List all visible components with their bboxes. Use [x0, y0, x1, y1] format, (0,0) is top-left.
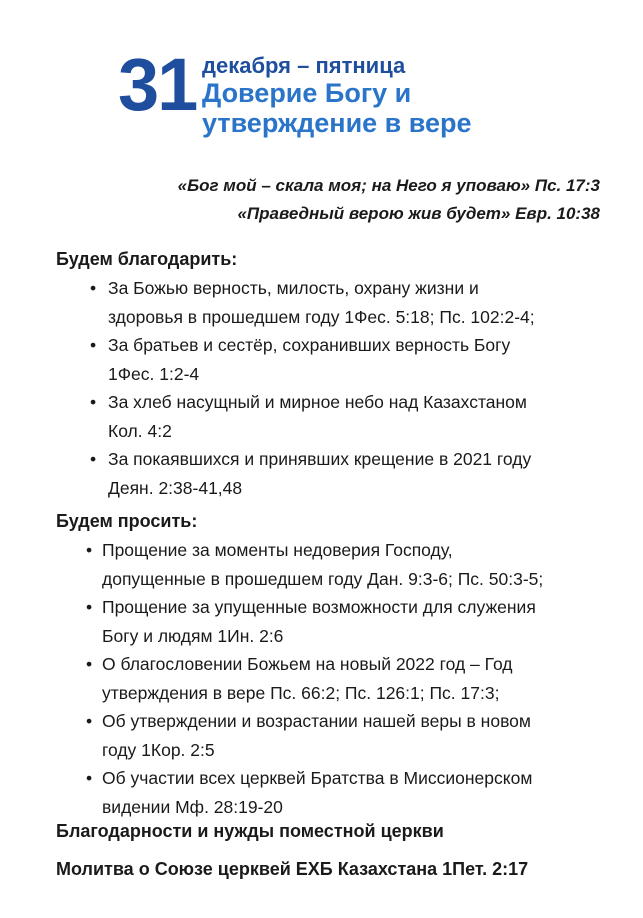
union-prayer: Молитва о Союзе церквей ЕХБ Казахстана 1Пет. 2:17: [56, 859, 529, 879]
item-line: Об участии всех церквей Братства в Миссионерском: [102, 768, 533, 788]
item-line: утверждения в вере Пс. 66:2; Пс. 126:1; Пс. 17:3;: [102, 682, 500, 703]
item-line: видении Мф. 28:19-20: [102, 796, 283, 817]
page-title-line-1: Доверие Богу и: [202, 78, 412, 108]
bullet-icon: •: [90, 392, 97, 412]
ask-title: Будем просить:: [56, 511, 198, 531]
local-church-needs: Благодарности и нужды поместной церкви: [56, 821, 444, 841]
item-line: Деян. 2:38-41,48: [108, 477, 243, 498]
bullet-icon: •: [90, 449, 97, 469]
list-item: [56, 536, 626, 593]
item-line: году 1Кор. 2:5: [102, 739, 215, 760]
bullet-icon: •: [86, 540, 93, 560]
page-title-line-2: утверждение в вере: [202, 108, 472, 138]
bullet-icon: •: [86, 654, 93, 674]
header-text: [202, 54, 622, 138]
ask-section: [56, 508, 626, 821]
item-line: За Божью верность, милость, охрану жизни и: [108, 278, 479, 298]
bullet-icon: •: [90, 335, 97, 355]
item-line: допущенные в прошедшем году Дан. 9:3-6; Пс. 50:3-5;: [102, 568, 544, 589]
item-line: За братьев и сестёр, сохранивших верность Богу: [108, 335, 511, 355]
thanks-title: Будем благодарить:: [56, 249, 238, 269]
item-line: За покаявшихся и принявших крещение в 2021 году: [108, 449, 532, 469]
item-line: 1Фес. 1:2-4: [108, 363, 200, 384]
list-item: [56, 331, 626, 388]
list-item: [56, 593, 626, 650]
verse-2: «Праведный верою жив будет» Евр. 10:38: [237, 204, 600, 223]
item-line: Богу и людям 1Ин. 2:6: [102, 625, 284, 646]
item-line: Кол. 4:2: [108, 420, 172, 441]
list-item: [56, 388, 626, 445]
thanks-list: [56, 274, 626, 502]
item-line: О благословении Божьем на новый 2022 год – Год: [102, 654, 513, 674]
item-line: Прощение за упущенные возможности для служения: [102, 597, 536, 617]
item-line: Прощение за моменты недоверия Господу,: [102, 540, 453, 560]
bullet-icon: •: [90, 278, 97, 298]
item-line: Об утверждении и возрастании нашей веры в новом: [102, 711, 531, 731]
verse-1: «Бог мой – скала моя; на Него я уповаю» Пс. 17:3: [177, 176, 600, 195]
list-item: [56, 650, 626, 707]
bullet-icon: •: [86, 597, 93, 617]
scripture-verses: [80, 172, 600, 228]
day-date: декабря – пятница: [202, 53, 406, 78]
day-number: 31: [118, 43, 197, 126]
ask-list: [56, 536, 626, 821]
list-item: [56, 764, 626, 821]
bullet-icon: •: [86, 711, 93, 731]
thanks-section: [56, 246, 626, 502]
list-item: [56, 707, 626, 764]
item-line: здоровья в прошедшем году 1Фес. 5:18; Пс. 102:2-4;: [108, 306, 535, 327]
bullet-icon: •: [86, 768, 93, 788]
list-item: [56, 445, 626, 502]
list-item: [56, 274, 626, 331]
item-line: За хлеб насущный и мирное небо над Казахстаном: [108, 392, 527, 412]
